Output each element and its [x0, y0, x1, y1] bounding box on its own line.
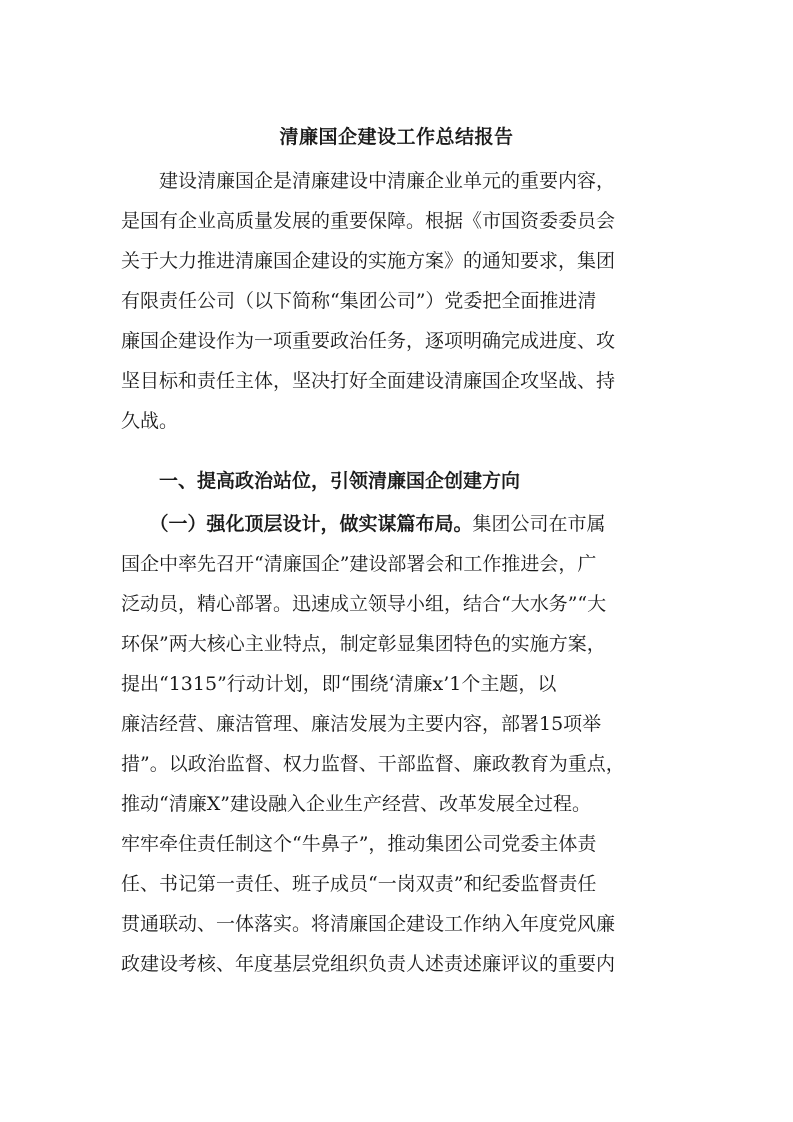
- paragraph-line: 提出“1315”行动计划，即“围绕‘清廉x’1个主题，以: [121, 673, 557, 695]
- paragraph-line: 泛动员，精心部署。迅速成立领导小组，结合“大水务”“大: [121, 593, 607, 615]
- paragraph-line: 建设清廉国企是清廉建设中清廉企业单元的重要内容，: [121, 170, 616, 192]
- paragraph-line: 环保”两大核心主业特点，制定彰显集团特色的实施方案，: [121, 633, 606, 655]
- paragraph-line: 关于大力推进清廉国企建设的实施方案》的通知要求，集团: [121, 250, 616, 272]
- section-heading: 一、提高政治站位，引领清廉国企创建方向: [121, 470, 521, 492]
- paragraph-line: 措”。以政治监督、权力监督、干部监督、廉政教育为重点，: [121, 753, 625, 775]
- paragraph-line: 坚目标和责任主体，坚决打好全面建设清廉国企攻坚战、持: [121, 370, 616, 392]
- paragraph-line: 久战。: [121, 410, 179, 432]
- paragraph-line: 廉洁经营、廉洁管理、廉洁发展为主要内容，部署15项举: [121, 713, 602, 735]
- paragraph-line: 政建设考核、年度基层党组织负责人述责述廉评议的重要内: [121, 953, 616, 975]
- paragraph-line: 有限责任公司（以下简称“集团公司”）党委把全面推进清: [121, 290, 597, 312]
- paragraph-line: 国企中率先召开“清廉国企”建设部署会和工作推进会，广: [121, 553, 597, 575]
- document-title: 清廉国企建设工作总结报告: [279, 126, 514, 148]
- subsection-text: 集团公司在市属: [472, 513, 606, 535]
- subsection-line: [121, 504, 677, 544]
- paragraph-line: 任、书记第一责任、班子成员“一岗双责”和纪委监督责任: [121, 873, 597, 895]
- paragraph-line: 廉国企建设作为一项重要政治任务，逐项明确完成进度、攻: [121, 330, 616, 352]
- subsection-heading: （一）强化顶层设计，做实谋篇布局。: [121, 513, 473, 535]
- paragraph-line: 贯通联动、一体落实。将清廉国企建设工作纳入年度党风廉: [121, 913, 616, 935]
- paragraph-line: 推动“清廉X”建设融入企业生产经营、改革发展全过程。: [121, 793, 591, 815]
- paragraph-line: 牢牢牵住责任制这个“牛鼻子”，推动集团公司党委主体责: [121, 833, 597, 855]
- paragraph-line: 是国有企业高质量发展的重要保障。根据《市国资委委员会: [121, 210, 616, 232]
